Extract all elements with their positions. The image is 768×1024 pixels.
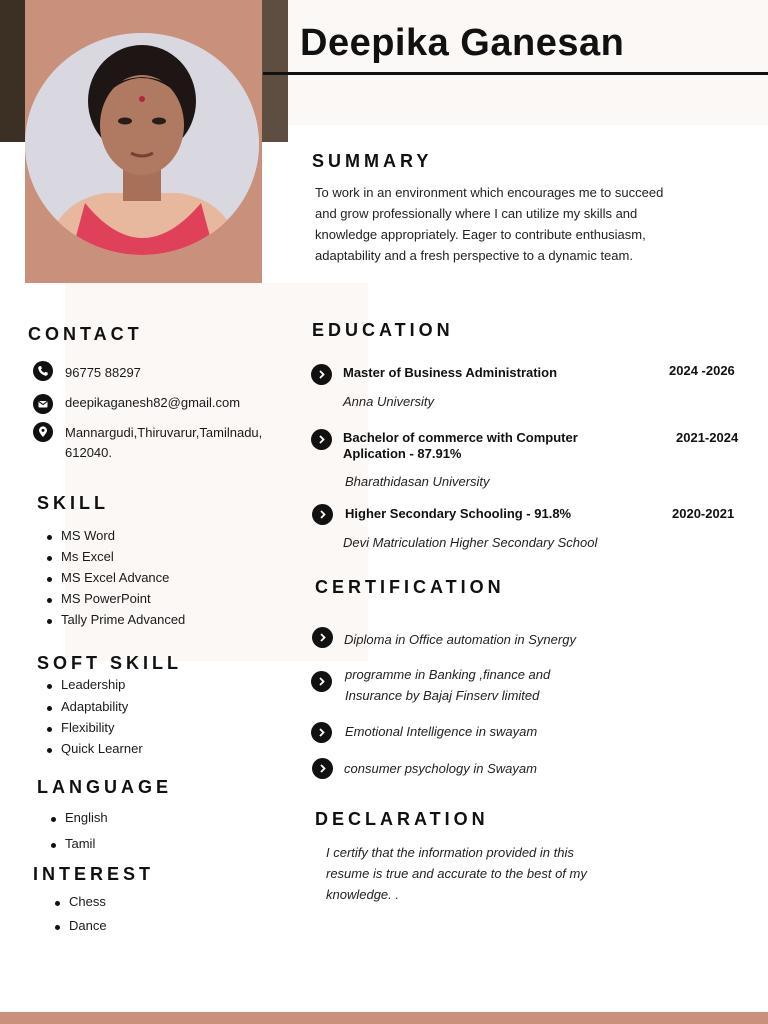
phone-number: 96775 88297 bbox=[65, 365, 141, 380]
chevron-right-icon bbox=[311, 429, 332, 450]
certification-item: Emotional Intelligence in swayam bbox=[345, 724, 538, 739]
contact-heading: CONTACT bbox=[28, 324, 143, 344]
skill-heading: SKILL bbox=[37, 493, 109, 513]
mail-icon bbox=[33, 394, 53, 414]
dark-corner-strip bbox=[262, 0, 288, 142]
language-heading: LANGUAGE bbox=[37, 777, 172, 797]
education-title: Master of Business Administration bbox=[343, 365, 558, 380]
summary-heading: SUMMARY bbox=[312, 151, 433, 171]
list-item: MS Word bbox=[47, 528, 185, 549]
chevron-right-icon bbox=[311, 671, 332, 692]
interest-heading: INTEREST bbox=[33, 864, 155, 884]
list-item: MS Excel Advance bbox=[47, 570, 185, 591]
email-address: deepikaganesh82@gmail.com bbox=[65, 395, 241, 410]
list-item: Tamil bbox=[51, 836, 108, 857]
name-underline bbox=[263, 72, 768, 75]
declaration-heading: DECLARATION bbox=[315, 809, 489, 829]
skill-list bbox=[47, 528, 185, 633]
list-item: English bbox=[51, 810, 108, 836]
education-title: Higher Secondary Schooling - 91.8% bbox=[345, 506, 572, 521]
chevron-right-icon bbox=[311, 364, 332, 385]
list-item: MS PowerPoint bbox=[47, 591, 185, 612]
candidate-name: Deepika Ganesan bbox=[300, 22, 625, 64]
declaration-line-1: I certify that the information provided in this bbox=[326, 845, 574, 860]
list-item: Leadership bbox=[47, 677, 143, 699]
summary-text: To work in an environment which encourages me to succeed and grow professionally where I can utilize my skills and knowledge appropriately. Eager to contribute enthusiasm, adaptability and a fresh perspective to a dynamic team. bbox=[315, 185, 664, 263]
language-list bbox=[51, 810, 108, 857]
profile-photo bbox=[25, 33, 259, 255]
chevron-right-icon bbox=[311, 722, 332, 743]
certification-heading: CERTIFICATION bbox=[315, 577, 505, 597]
list-item: Ms Excel bbox=[47, 549, 185, 570]
education-years: 2021-2024 bbox=[676, 430, 739, 445]
education-years: 2020-2021 bbox=[672, 506, 735, 521]
phone-icon bbox=[33, 361, 53, 381]
list-item: Dance bbox=[55, 918, 107, 939]
list-item: Flexibility bbox=[47, 720, 143, 741]
declaration-line-3: knowledge. . bbox=[326, 887, 399, 902]
certification-item: Diploma in Office automation in Synergy bbox=[344, 632, 576, 647]
list-item: Tally Prime Advanced bbox=[47, 612, 185, 633]
certification-item-line-1: programme in Banking ,finance and bbox=[345, 667, 551, 682]
education-years: 2024 -2026 bbox=[669, 363, 735, 378]
list-item: Quick Learner bbox=[47, 741, 143, 762]
education-institution: Bharathidasan University bbox=[345, 474, 490, 489]
location-pin-icon bbox=[33, 422, 53, 442]
bottom-accent-bar bbox=[0, 1012, 768, 1024]
list-item: Chess bbox=[55, 894, 107, 918]
education-title-line-2: Aplication - 87.91% bbox=[343, 446, 462, 461]
education-institution: Devi Matriculation Higher Secondary School bbox=[343, 535, 598, 550]
interest-list bbox=[55, 894, 107, 939]
soft-skill-list bbox=[47, 677, 143, 762]
chevron-right-icon bbox=[312, 758, 333, 779]
education-institution: Anna University bbox=[343, 394, 435, 409]
address-line-2: 612040. bbox=[65, 445, 112, 460]
education-title-line-1: Bachelor of commerce with Computer bbox=[343, 430, 578, 445]
soft-skill-heading: SOFT SKILL bbox=[37, 653, 182, 673]
certification-item: consumer psychology in Swayam bbox=[344, 761, 537, 776]
list-item: Adaptability bbox=[47, 699, 143, 720]
certification-item-line-2: Insurance by Bajaj Finserv limited bbox=[345, 688, 540, 703]
chevron-right-icon bbox=[312, 627, 333, 648]
education-heading: EDUCATION bbox=[312, 320, 454, 340]
chevron-right-icon bbox=[312, 504, 333, 525]
address-line-1: Mannargudi,Thiruvarur,Tamilnadu, bbox=[65, 425, 263, 440]
declaration-line-2: resume is true and accurate to the best of my bbox=[326, 866, 587, 881]
